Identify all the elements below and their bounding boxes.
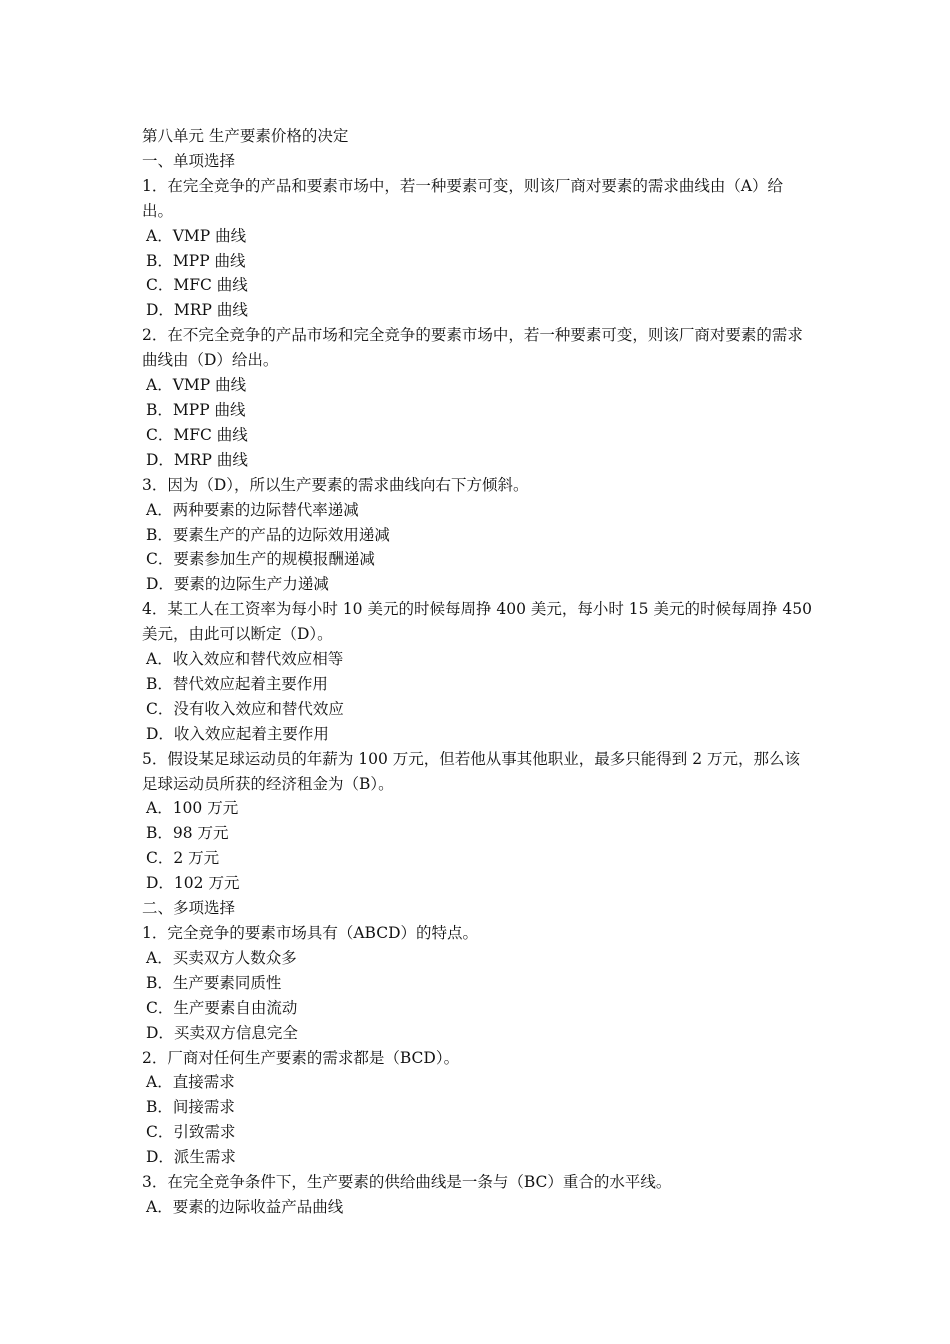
- option-item: B．98 万元: [146, 824, 229, 843]
- option-item: A．VMP 曲线: [146, 376, 247, 395]
- document-title: 第八单元 生产要素价格的决定: [142, 127, 349, 145]
- option-item: B．要素生产的产品的边际效用递减: [146, 525, 390, 544]
- option-item: B．替代效应起着主要作用: [146, 674, 328, 693]
- option-item: A．两种要素的边际替代率递减: [146, 500, 359, 519]
- option-item: A．收入效应和替代效应相等: [146, 650, 344, 669]
- question-stem: 5．假设某足球运动员的年薪为 100 万元，但若他从事其他职业，最多只能得到 2 万元，那么该足球运动员所获的经济租金为（B）。: [142, 749, 801, 793]
- option-item: A．直接需求: [146, 1073, 235, 1092]
- option-item: A．100 万元: [146, 799, 239, 818]
- option-item: A．买卖双方人数众多: [146, 948, 297, 967]
- question-stem: 2．在不完全竞争的产品市场和完全竞争的要素市场中，若一种要素可变，则该厂商对要素的需求曲线由（D）给出。: [142, 326, 803, 370]
- question-stem: 1．在完全竞争的产品和要素市场中，若一种要素可变，则该厂商对要素的需求曲线由（A）给出。: [142, 176, 784, 220]
- option-item: C．没有收入效应和替代效应: [146, 699, 344, 718]
- question-stem: 4．某工人在工资率为每小时 10 美元的时候每周挣 400 美元，每小时 15 美元的时候每周挣 450 美元，由此可以断定（D）。: [142, 600, 812, 644]
- option-item: B．间接需求: [146, 1098, 235, 1117]
- option-item: C．引致需求: [146, 1123, 236, 1142]
- question-stem: 1．完全竞争的要素市场具有（ABCD）的特点。: [142, 924, 479, 942]
- question-stem: 3．因为（D），所以生产要素的需求曲线向右下方倾斜。: [142, 475, 529, 494]
- option-item: D．收入效应起着主要作用: [146, 724, 329, 743]
- question-stem: 2．厂商对任何生产要素的需求都是（BCD）。: [142, 1048, 460, 1067]
- option-item: D．MRP 曲线: [146, 301, 248, 320]
- section-heading: 一、单项选择: [142, 151, 236, 170]
- option-item: B．生产要素同质性: [146, 973, 282, 992]
- option-item: A．要素的边际收益产品曲线: [146, 1197, 344, 1216]
- option-item: D．要素的边际生产力递减: [146, 575, 329, 594]
- option-item: B．MPP 曲线: [146, 251, 246, 270]
- option-item: C．生产要素自由流动: [146, 998, 298, 1017]
- section-heading: 二、多项选择: [142, 899, 236, 918]
- document-body: [142, 124, 812, 1220]
- option-item: C．MFC 曲线: [146, 425, 248, 444]
- option-item: C．要素参加生产的规模报酬递减: [146, 550, 375, 569]
- option-item: D．买卖双方信息完全: [146, 1023, 298, 1042]
- option-item: B．MPP 曲线: [146, 400, 246, 419]
- option-item: D．102 万元: [146, 874, 240, 893]
- option-item: C．2 万元: [146, 849, 220, 868]
- option-item: A．VMP 曲线: [146, 226, 247, 245]
- option-item: D．派生需求: [146, 1148, 236, 1167]
- question-stem: 3．在完全竞争条件下，生产要素的供给曲线是一条与（BC）重合的水平线。: [142, 1173, 672, 1192]
- option-item: C．MFC 曲线: [146, 276, 248, 295]
- option-item: D．MRP 曲线: [146, 450, 248, 469]
